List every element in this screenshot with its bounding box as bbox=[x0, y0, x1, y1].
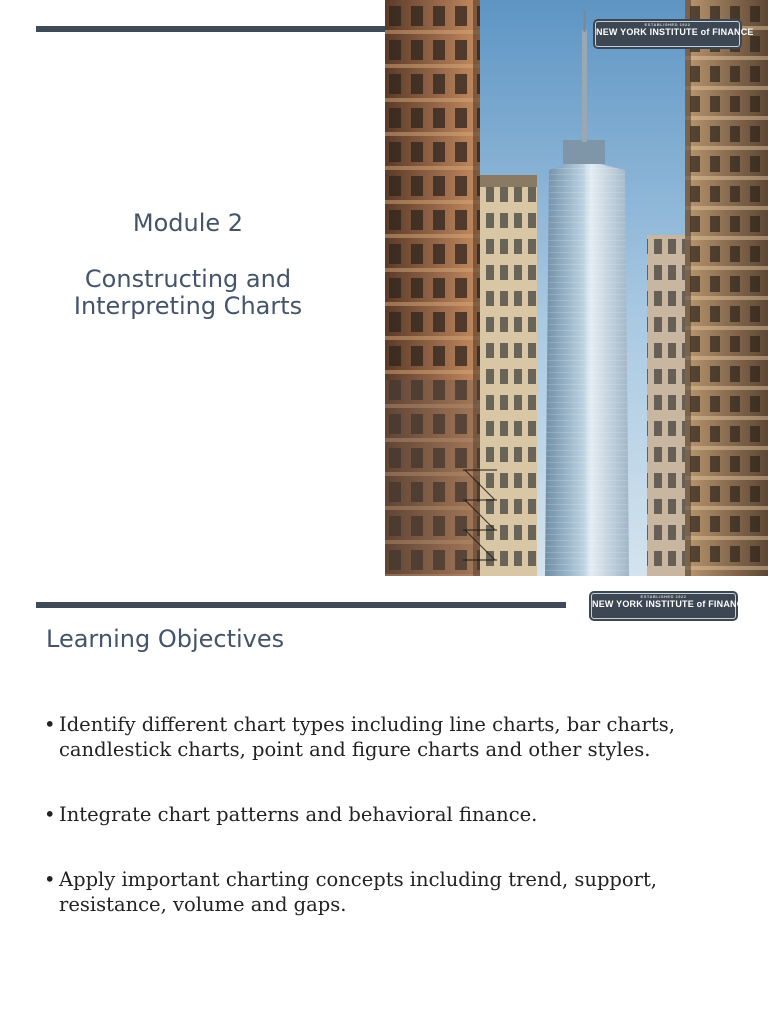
logo-established: ESTABLISHED 1922 bbox=[640, 594, 687, 599]
logo-name: NEW YORK INSTITUTE of FINANCE bbox=[596, 27, 754, 37]
objective-line: Apply important charting concepts including trend, support, bbox=[59, 868, 658, 891]
city-skyline-photo bbox=[385, 0, 768, 576]
objective-line: Integrate chart patterns and behavioral finance. bbox=[59, 803, 538, 826]
bullet-icon: • bbox=[44, 803, 56, 826]
objective-item bbox=[44, 867, 734, 917]
objective-line: Identify different chart types including line charts, bar charts, bbox=[59, 713, 675, 736]
learning-objectives-slide bbox=[0, 590, 768, 1024]
skyline-illustration bbox=[385, 0, 768, 576]
logo-established: ESTABLISHED 1922 bbox=[644, 22, 691, 27]
slide-title: Learning Objectives bbox=[46, 625, 285, 653]
bullet-icon: • bbox=[44, 868, 56, 891]
objective-item bbox=[44, 712, 734, 762]
module-label: Module 2 bbox=[132, 209, 244, 237]
objective-line: candlestick charts, point and figure charts and other styles. bbox=[59, 738, 651, 761]
bullet-icon: • bbox=[44, 713, 56, 736]
logo-name: NEW YORK INSTITUTE of FINANCE bbox=[592, 599, 750, 609]
module-title-block bbox=[20, 208, 356, 320]
objective-item bbox=[44, 802, 734, 827]
nyif-logo bbox=[591, 593, 750, 619]
module-subtitle-line: Interpreting Charts bbox=[73, 292, 303, 320]
objectives-list bbox=[44, 712, 734, 957]
objective-line: resistance, volume and gaps. bbox=[59, 893, 347, 916]
module-subtitle-line: Constructing and bbox=[84, 265, 292, 293]
module-subtitle bbox=[20, 266, 356, 320]
nyif-logo bbox=[595, 21, 754, 47]
header-rule bbox=[36, 602, 566, 608]
